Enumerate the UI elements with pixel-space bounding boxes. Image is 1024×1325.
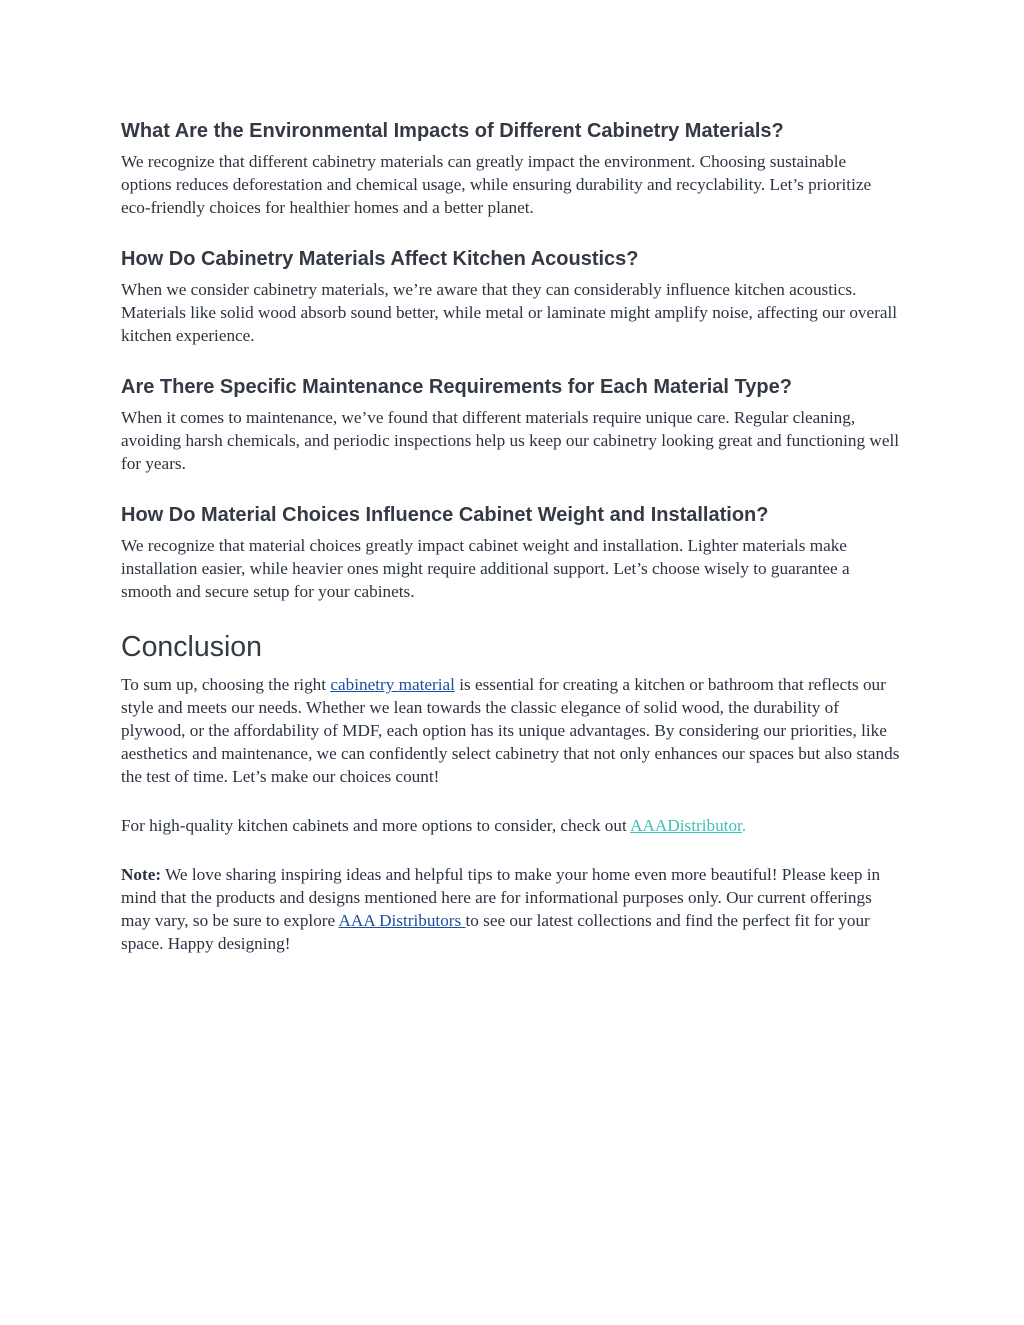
aaadistributor-link-period: .	[741, 816, 747, 835]
aaadistributor-link-text: AAADistributor	[630, 816, 742, 835]
cta-paragraph	[121, 814, 901, 837]
cabinetry-material-link[interactable]: cabinetry material	[330, 675, 455, 694]
faq-question: How Do Cabinetry Materials Affect Kitchen Acoustics?	[121, 248, 639, 270]
note-closing-text: to see our latest collections and find the perfect fit for your space. Happy designing!	[121, 911, 870, 953]
faq-item-acoustics	[121, 246, 901, 347]
faq-answer: We recognize that different cabinetry materials can greatly impact the environment. Choosing sustainable options reduces deforestation and chemical usage, while ensuring durability and recyclability. Let’s prioritize eco-friendly choices for healthier homes and a better planet.	[121, 152, 872, 217]
faq-question: What Are the Environmental Impacts of Different Cabinetry Materials?	[121, 120, 784, 142]
faq-answer: When we consider cabinetry materials, we’re aware that they can considerably influence kitchen acoustics. Materials like solid wood absorb sound better, while metal or laminate might amplify noise, affecting our overall kitchen experience.	[121, 280, 898, 345]
note-paragraph	[121, 863, 901, 955]
conclusion-intro-text: To sum up, choosing the right	[121, 675, 331, 694]
conclusion-body-text: is essential for creating a kitchen or bathroom that reflects our style and meets our needs. Whether we lean towards the classic elegance of solid wood, the durability of plywood, or the affordability of MDF, each option has its unique advantages. By considering our priorities, like aesthetics and maintenance, we can confidently select cabinetry that not only enhances our spaces but also stands the test of time. Let’s make our choices count!	[121, 675, 900, 786]
faq-item-environmental	[121, 118, 901, 219]
article-content	[121, 118, 901, 955]
faq-question: Are There Specific Maintenance Requirements for Each Material Type?	[121, 376, 792, 398]
conclusion-heading: Conclusion	[121, 631, 262, 663]
faq-answer: When it comes to maintenance, we’ve found that different materials require unique care. Regular cleaning, avoiding harsh chemicals, and periodic inspections help us keep our cabinetry looking great and functioning well for years.	[121, 408, 899, 473]
aaa-distributors-link[interactable]: AAA Distributors	[338, 911, 466, 930]
note-text: We love sharing inspiring ideas and helpful tips to make your home even more beautiful! Please keep in mind that the products and designs mentioned here are for informational purposes only. Our current offerings may vary, so be sure to explore	[121, 865, 881, 930]
faq-answer: We recognize that material choices greatly impact cabinet weight and installation. Lighter materials make installation easier, while heavier ones might require additional support. Let’s choose wisely to guarantee a smooth and secure setup for your cabinets.	[121, 536, 850, 601]
conclusion-paragraph	[121, 673, 901, 788]
faq-item-weight	[121, 502, 901, 603]
cta-text: For high-quality kitchen cabinets and more options to consider, check out	[121, 816, 631, 835]
note-label: Note:	[121, 865, 162, 884]
aaadistributor-link[interactable]	[630, 816, 742, 835]
faq-item-maintenance	[121, 374, 901, 475]
faq-question: How Do Material Choices Influence Cabinet Weight and Installation?	[121, 504, 769, 526]
